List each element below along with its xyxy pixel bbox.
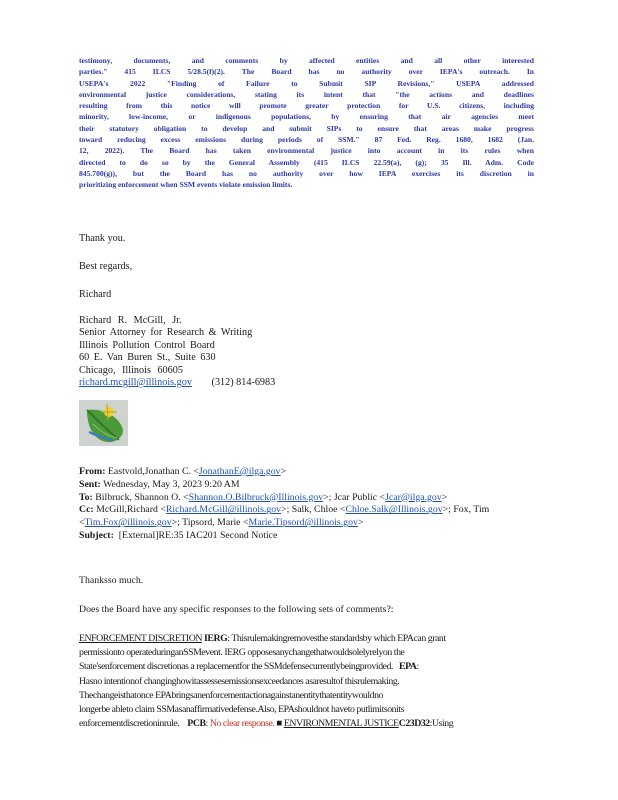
cc-end: > [357, 517, 364, 529]
enforcement-heading: ENFORCEMENT DISCRETION [79, 633, 202, 644]
enforcement-line-5: Thechangeisthatonce EPAbringsanenforcementactionagainstanentitythatentitywouldno [79, 689, 383, 701]
cc-name-4: < [79, 517, 85, 529]
quote-line: 845.700(g)), but the Board has no authority over how IEPA exercises its discretion in [79, 168, 534, 178]
from-name: Eastvold,Jonathan C. < [107, 466, 199, 477]
ej-heading: ENVIRONMENTAL JUSTICE [283, 718, 399, 730]
quote-line: 12, 2022). The Board has taken environmental justice into account in its rules when [79, 146, 534, 156]
enforcement-line-7: enforcementdiscretioninrule. PCB: No clear response. ■ ENVIRONMENTAL JUSTICEC23D32:Using [79, 718, 454, 730]
to-name-1: Bilbruck, Shannon O. < [95, 491, 189, 503]
enforcement-line-2: permissionto operateduringanSSMevent. IERG opposesanychangethatwouldsolelyrelyon the [79, 647, 405, 659]
enforcement-line-4: Hasno intentionof changinghowitassessesemissionsexceedances asaresultof thisrulemaking. [79, 675, 400, 687]
signature-email-link[interactable]: richard.mcgill@illinois.gov [79, 377, 192, 389]
cc-name-1: McGill,Richard < [96, 504, 166, 516]
signature-name: Richard R. McGill, Jr. [79, 315, 182, 326]
enforcement-line-6: longerbe ableto claim SSMasanaffirmativedefense.Also, EPAshouldnot haveto putlimitsonits [79, 704, 405, 716]
ierg-label: IERG [204, 633, 228, 644]
closing-regards: Best regards, [79, 261, 133, 272]
no-clear-response: No clear response. [209, 718, 275, 730]
cc-email-link-3[interactable]: Tim.Fox@illinois.gov [84, 517, 172, 529]
signature-title: Senior Attorney for Research & Writing [79, 327, 253, 339]
quote-line: testimony, documents, and comments by affected entities and all other interested [79, 56, 534, 65]
epa-label: EPA [399, 661, 417, 673]
quote-line: environmental justice considerations, stating its intent that "the actions and deadlines [79, 89, 534, 99]
pcb-label: PCB [187, 718, 206, 730]
closing-name: Richard [79, 289, 112, 300]
signature-contact-row [79, 377, 275, 389]
signature-org: Illinois Pollution Control Board [79, 339, 215, 351]
illinois-pcb-leaf-logo [79, 400, 128, 446]
header-cc [79, 504, 539, 517]
header-subject [79, 530, 539, 543]
ej-tail: :Using [429, 718, 454, 730]
to-end: > [441, 491, 448, 503]
signature-phone: (312) 814-6983 [211, 377, 276, 389]
signature-address2: Chicago, Illinois 60605 [79, 364, 183, 376]
subject-label: Subject: [79, 529, 114, 541]
closing-thanks: Thank you. [79, 233, 126, 244]
quote-line: prioritizing enforcement when SSM events violate emission limits. [79, 180, 293, 190]
quote-line: parties." 415 ILCS 5/28.5(f)(2). The Board has no authority over IEPA's outreach. In [79, 67, 534, 77]
quote-line: toward reducing excess emissions during periods of SSM." 87 Fed. Reg. 1680, 1682 (Jan. [79, 135, 534, 145]
enforcement-line-3: State'senforcement discretionas a replacementfor the SSMdefensecurrentlybeingprovided. EPA: [79, 661, 419, 673]
quote-line: directed to do so by the General Assembly (415 ILCS 22.59(a), (g); 35 Ill. Adm. Code [79, 157, 534, 167]
to-email-link-1[interactable]: Shannon.O.Bilbruck@Illinois.gov [188, 491, 324, 503]
enforcement-line-1 [79, 632, 541, 646]
enforcement-text-1: : Thisrulemakingremovesthe standardsby which EPAcan grant [227, 633, 446, 644]
ej-ref: C23D32 [398, 718, 430, 730]
header-cc-cont [79, 517, 539, 530]
quote-line: USEPA's 2022 "Finding of Failure to Submit SIP Revisions," USEPA addressed [79, 78, 534, 88]
enforcement-text-3: State'senforcement discretionas a replacementfor the SSMdefensecurrentlybeingprovided. [79, 661, 393, 673]
cc-email-link-2[interactable]: Chloe.Salk@Illinois.gov [345, 504, 443, 516]
quote-line: minority, low-income, or indigenous populations, by ensuring that air agencies meet [79, 112, 534, 122]
subject-value: [External]RE:35 IAC201 Second Notice [118, 529, 278, 541]
message-thanks: Thanksso much. [79, 575, 144, 586]
cc-email-link-4[interactable]: Marie.Tipsord@illinois.gov [248, 517, 358, 529]
cc-name-2: >; Salk, Chloe < [281, 504, 346, 516]
cc-name-3: >; Fox, Tim [442, 504, 490, 516]
message-question: Does the Board have any specific responses to the following sets of comments?: [79, 604, 394, 615]
to-name-2: >; Jcar Public < [323, 491, 386, 503]
signature-address1: 60 E. Van Buren St., Suite 630 [79, 352, 216, 364]
bullet-marker: ■ [276, 718, 282, 730]
sent-label: Sent: [79, 478, 101, 490]
header-from [79, 466, 539, 479]
header-to [79, 492, 539, 505]
cc-email-link-1[interactable]: Richard.McGill@illinois.gov [165, 504, 282, 516]
sent-value: Wednesday, May 3, 2023 9:20 AM [103, 478, 240, 490]
cc-label: Cc: [79, 504, 94, 516]
enforcement-paragraph [79, 632, 541, 731]
enforcement-text-7: enforcementdiscretioninrule. [79, 718, 180, 730]
from-email-link[interactable]: JonathanE@ilga.gov [198, 466, 281, 477]
quoted-block [79, 55, 534, 191]
quote-line: resulting from this notice will promote greater protection for U.S. citizens, including [79, 101, 534, 111]
from-label: From: [79, 466, 106, 477]
quote-line: their statutory obligation to develop and submit SIPs to ensure that areas make progress [79, 123, 534, 133]
signature-block [79, 315, 275, 389]
to-email-link-2[interactable]: Jcar@ilga.gov [385, 491, 442, 503]
header-sent [79, 479, 539, 492]
cc-name-5: >; Tipsord, Marie < [171, 517, 249, 529]
from-end: > [280, 466, 287, 477]
to-label: To: [79, 491, 93, 503]
email-header [79, 466, 539, 543]
